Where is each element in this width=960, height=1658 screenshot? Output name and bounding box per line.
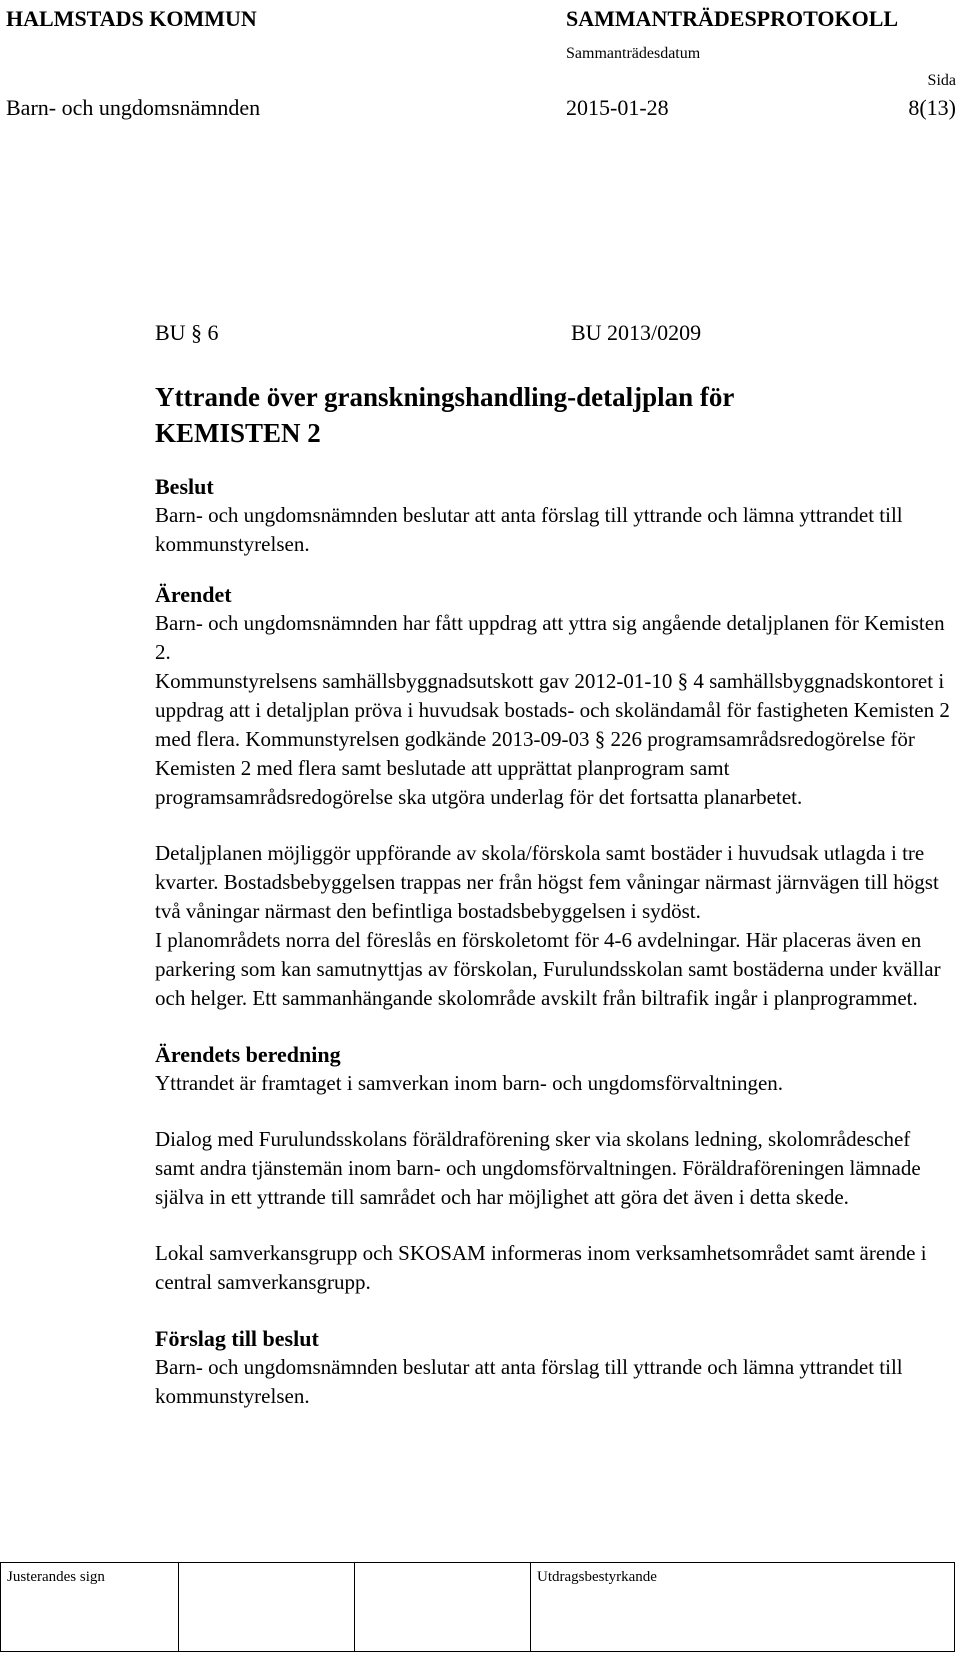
item-title-line1: Yttrande över granskningshandling-detaljplan för: [155, 382, 735, 412]
organization-name: HALMSTADS KOMMUN: [6, 6, 257, 31]
paragraph-number: BU § 6: [155, 320, 219, 345]
beredning-paragraph: Dialog med Furulundsskolans föräldraförening sker via skolans ledning, skolområdeschef samt andra tjänstemän inom barn- och ungdomsförvaltningen. Föräldraföreningen lämnade själva in ett yttrande till samrådet och har möjlighet att göra det även i detta skede.: [155, 1127, 921, 1209]
arendet-heading: Ärendet: [155, 582, 232, 607]
beslut-text: Barn- och ungdomsnämnden beslutar att anta förslag till yttrande och lämna yttrandet till kommunstyrelsen.: [155, 503, 903, 556]
forslag-text: Barn- och ungdomsnämnden beslutar att anta förslag till yttrande och lämna yttrandet till kommunstyrelsen.: [155, 1355, 903, 1408]
forslag-heading: Förslag till beslut: [155, 1326, 319, 1351]
arendet-paragraph: Detaljplanen möjliggör uppförande av skola/förskola samt bostäder i huvudsak utlagda i tre kvarter. Bostadsbebyggelsen trappas ner från högst fem våningar närmast järnvägen till högst två våningar närmast den befintliga bostadsbebyggelsen i sydöst.: [155, 841, 939, 923]
utdragsbestyrkande-cell: [531, 1563, 954, 1651]
page-number: 8(13): [908, 95, 956, 120]
item-title-line2: KEMISTEN 2: [155, 418, 321, 448]
arendet-paragraph: I planområdets norra del föreslås en förskoletomt för 4-6 avdelningar. Här placeras även en parkering som kan samutnyttjas av förskolan, Furulundsskolan samt bostäderna under kvällar och helger. Ett sammanhängande skolområde avskilt från biltrafik ingår i planprogrammet.: [155, 928, 941, 1010]
signature-cell: [355, 1563, 531, 1651]
item-title: [155, 379, 955, 451]
signature-footer: [0, 1562, 955, 1652]
item-reference: [155, 318, 955, 348]
document-type: SAMMANTRÄDESPROTOKOLL: [566, 6, 899, 31]
date-label: Sammanträdesdatum: [566, 45, 701, 62]
beslut-heading: Beslut: [155, 474, 214, 499]
page-label: Sida: [927, 72, 956, 89]
utdragsbestyrkande-label: Utdragsbestyrkande: [537, 1569, 657, 1585]
arendet-paragraph: Kommunstyrelsens samhällsbyggnadsutskott gav 2012-01-10 § 4 samhällsbyggnadskontoret i uppdrag att i detaljplan pröva i huvudsak bostads- och skoländamål för fastigheten Kemisten 2 med flera. Kommunstyrelsen godkände 2013-09-03 § 226 programsamrådsredogörelse för Kemisten 2 med flera samt beslutade att upprättat planprogram samt programsamrådsredogörelse ska utgöra underlag för det fortsatta planarbetet.: [155, 669, 950, 809]
justerandes-sign-label: Justerandes sign: [7, 1569, 105, 1585]
beredning-paragraph: Lokal samverkansgrupp och SKOSAM informeras inom verksamhetsområdet samt ärende i central samverkansgrupp.: [155, 1241, 927, 1294]
signature-cell: [179, 1563, 355, 1651]
committee-name: Barn- och ungdomsnämnden: [6, 95, 261, 120]
arendet-paragraph: Barn- och ungdomsnämnden har fått uppdrag att yttra sig angående detaljplanen för Kemisten 2.: [155, 611, 945, 664]
beredning-heading: Ärendets beredning: [155, 1042, 341, 1067]
beredning-paragraph: Yttrandet är framtaget i samverkan inom barn- och ungdomsförvaltningen.: [155, 1071, 784, 1095]
case-number: BU 2013/0209: [571, 320, 702, 345]
justerandes-sign-cell: [1, 1563, 179, 1651]
meeting-date: 2015-01-28: [566, 95, 669, 120]
protocol-body: [155, 318, 955, 1411]
